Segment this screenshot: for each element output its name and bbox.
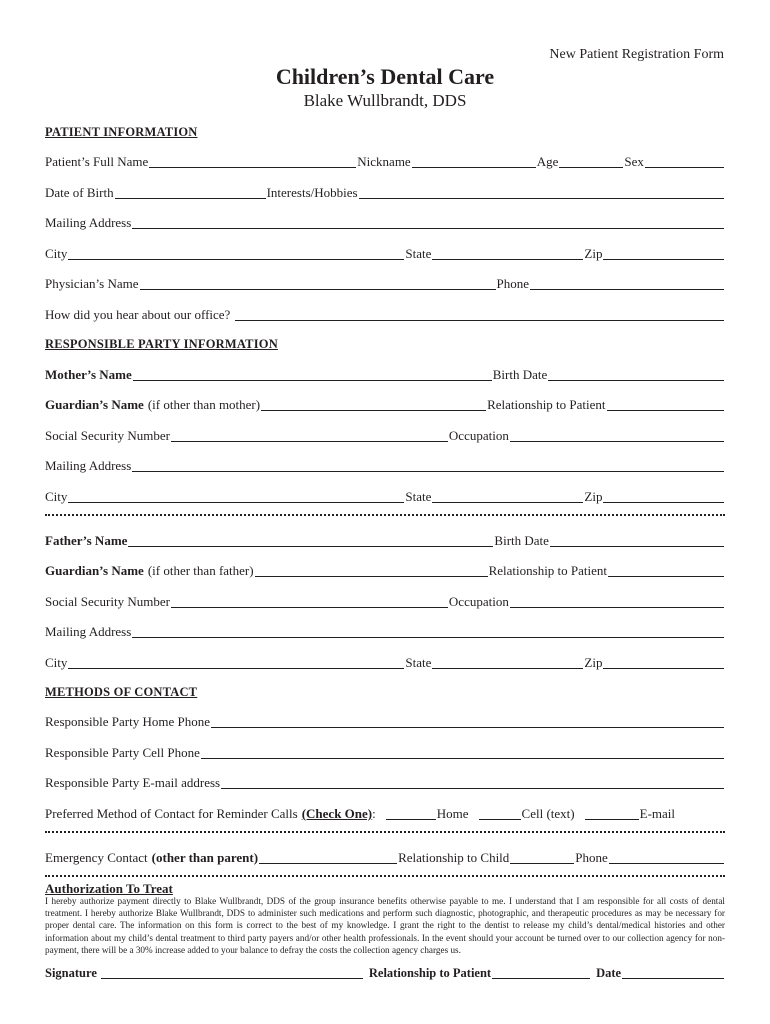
patient-full-name-label: Patient’s Full Name (45, 154, 149, 169)
date-label: Date (596, 966, 622, 980)
state-field[interactable] (432, 248, 583, 260)
dotted-divider (45, 514, 725, 516)
mother-birth-date-field[interactable] (548, 369, 724, 381)
home-phone-field[interactable] (211, 716, 724, 728)
state-field[interactable] (432, 657, 583, 669)
guardian-name-field[interactable] (255, 565, 488, 577)
dotted-divider (45, 831, 725, 833)
row-email (45, 775, 725, 791)
ssn-field[interactable] (171, 430, 448, 442)
form-type-label: New Patient Registration Form (549, 47, 724, 62)
row-referral (45, 307, 725, 323)
sex-field[interactable] (645, 156, 724, 168)
physician-phone-label: Phone (496, 276, 530, 291)
dotted-divider (45, 875, 725, 877)
signature-field[interactable] (101, 967, 363, 979)
colon: : (372, 806, 376, 821)
state-label: State (405, 655, 432, 670)
row-patient-name (45, 154, 725, 170)
physician-label: Physician’s Name (45, 276, 139, 291)
row-cell-phone (45, 745, 725, 761)
guardian-name-label: Guardian’s Name (45, 397, 144, 412)
authorization-heading: Authorization To Treat (45, 881, 173, 896)
nickname-label: Nickname (357, 154, 411, 169)
relationship-field[interactable] (607, 399, 724, 411)
guardian-mother-note: (if other than mother) (147, 397, 261, 412)
physician-field[interactable] (140, 278, 496, 290)
city-field[interactable] (68, 248, 404, 260)
ssn-label: Social Security Number (45, 428, 170, 443)
sex-label: Sex (624, 154, 644, 169)
age-field[interactable] (559, 156, 623, 168)
row-father-ssn (45, 594, 725, 610)
row-mother-ssn (45, 428, 725, 444)
row-signature (45, 966, 725, 981)
relationship-field[interactable] (608, 565, 724, 577)
city-label: City (45, 246, 68, 261)
relationship-label: Relationship to Patient (488, 563, 608, 578)
practice-title: Children’s Dental Care (275, 64, 495, 89)
ssn-field[interactable] (171, 596, 448, 608)
occupation-field[interactable] (510, 430, 724, 442)
city-field[interactable] (68, 657, 404, 669)
option-home-label: Home (436, 806, 469, 821)
mailing-address-field[interactable] (132, 217, 724, 229)
mailing-address-field[interactable] (132, 626, 724, 638)
email-label: Responsible Party E-mail address (45, 775, 221, 790)
date-field[interactable] (622, 967, 724, 979)
mother-name-label: Mother’s Name (45, 367, 132, 382)
referral-label: How did you hear about our office? (45, 307, 231, 322)
occupation-label: Occupation (448, 428, 509, 443)
referral-field[interactable] (235, 309, 724, 321)
state-field[interactable] (432, 491, 583, 503)
row-preferred-contact (45, 806, 725, 822)
row-guardian-father (45, 563, 725, 579)
emergency-phone-label: Phone (575, 850, 608, 865)
emergency-contact-label: Emergency Contact (45, 850, 148, 865)
home-phone-label: Responsible Party Home Phone (45, 714, 211, 729)
email-field[interactable] (221, 777, 724, 789)
mailing-address-label: Mailing Address (45, 458, 132, 473)
row-dob (45, 185, 725, 201)
occupation-field[interactable] (510, 596, 724, 608)
dob-field[interactable] (115, 187, 266, 199)
city-label: City (45, 655, 68, 670)
section-patient-information: PATIENT INFORMATION (45, 125, 198, 139)
dob-label: Date of Birth (45, 185, 114, 200)
interests-label: Interests/Hobbies (266, 185, 358, 200)
row-patient-mailing (45, 215, 725, 231)
mailing-address-field[interactable] (132, 460, 724, 472)
emergency-note: (other than parent) (151, 850, 259, 865)
row-mother-name (45, 367, 725, 383)
relationship-label: Relationship to Patient (487, 397, 606, 412)
zip-label: Zip (584, 655, 603, 670)
zip-field[interactable] (603, 657, 724, 669)
nickname-field[interactable] (412, 156, 536, 168)
row-father-city (45, 655, 725, 671)
mother-name-field[interactable] (133, 369, 492, 381)
row-physician (45, 276, 725, 292)
home-checkbox[interactable] (386, 808, 436, 820)
relationship-child-label: Relationship to Child (398, 850, 510, 865)
row-father-name (45, 533, 725, 549)
guardian-father-note: (if other than father) (147, 563, 254, 578)
guardian-name-label: Guardian’s Name (45, 563, 144, 578)
emergency-phone-field[interactable] (609, 852, 724, 864)
city-field[interactable] (68, 491, 404, 503)
dentist-name: Blake Wullbrandt, DDS (303, 91, 467, 110)
father-name-label: Father’s Name (45, 533, 128, 548)
father-birth-date-field[interactable] (550, 535, 724, 547)
cell-phone-label: Responsible Party Cell Phone (45, 745, 200, 760)
row-mother-mailing (45, 458, 725, 474)
zip-label: Zip (584, 489, 603, 504)
mailing-address-label: Mailing Address (45, 215, 132, 230)
authorization-text: I hereby authorize payment directly to Blake Wullbrandt, DDS of the group insurance benefits otherwise payable to me. I understand that I am responsible for all costs of dental treatment. I hereby authorize Blake Wullbrandt, DDS to administer such medications and perform such diagnostic, photographic, and therapeutic procedures as may be necessary for proper dental care. The information on this form is correct to the best of my knowledge. I grant the right to the dentist to release my child’s dental/medical histories and other information about my child’s dental treatment to third party payers and/or other health professionals. In the event should your account be turned over to our collection agency for non-payment, there will be a 30% increase added to your balance to defray the costs the collection agency charges us. (45, 896, 725, 955)
signature-label: Signature (45, 966, 97, 980)
check-one-label: (Check One) (301, 806, 373, 821)
guardian-name-field[interactable] (261, 399, 486, 411)
state-label: State (405, 489, 432, 504)
row-father-mailing (45, 624, 725, 640)
relationship-child-field[interactable] (510, 852, 574, 864)
zip-field[interactable] (603, 491, 724, 503)
row-patient-city (45, 246, 725, 262)
interests-field[interactable] (359, 187, 724, 199)
relationship-to-patient-field[interactable] (492, 967, 590, 979)
city-label: City (45, 489, 68, 504)
cell-checkbox[interactable] (479, 808, 521, 820)
relationship-to-patient-label: Relationship to Patient (368, 966, 492, 980)
age-label: Age (536, 154, 559, 169)
section-responsible-party: RESPONSIBLE PARTY INFORMATION (45, 337, 278, 351)
mailing-address-label: Mailing Address (45, 624, 132, 639)
preferred-contact-label: Preferred Method of Contact for Reminder Calls (45, 806, 298, 821)
row-emergency-contact (45, 850, 725, 866)
father-birth-date-label: Birth Date (494, 533, 549, 548)
father-name-field[interactable] (128, 535, 493, 547)
row-mother-city (45, 489, 725, 505)
emergency-contact-field[interactable] (259, 852, 397, 864)
physician-phone-field[interactable] (530, 278, 724, 290)
patient-full-name-field[interactable] (149, 156, 356, 168)
occupation-label: Occupation (448, 594, 509, 609)
section-methods-of-contact: METHODS OF CONTACT (45, 685, 198, 699)
option-email-label: E-mail (639, 806, 676, 821)
ssn-label: Social Security Number (45, 594, 170, 609)
option-cell-label: Cell (text) (521, 806, 575, 821)
cell-phone-field[interactable] (201, 747, 724, 759)
state-label: State (405, 246, 432, 261)
row-home-phone (45, 714, 725, 730)
mother-birth-date-label: Birth Date (492, 367, 548, 382)
zip-label: Zip (584, 246, 603, 261)
row-guardian-mother (45, 397, 725, 413)
zip-field[interactable] (603, 248, 724, 260)
email-checkbox[interactable] (585, 808, 639, 820)
